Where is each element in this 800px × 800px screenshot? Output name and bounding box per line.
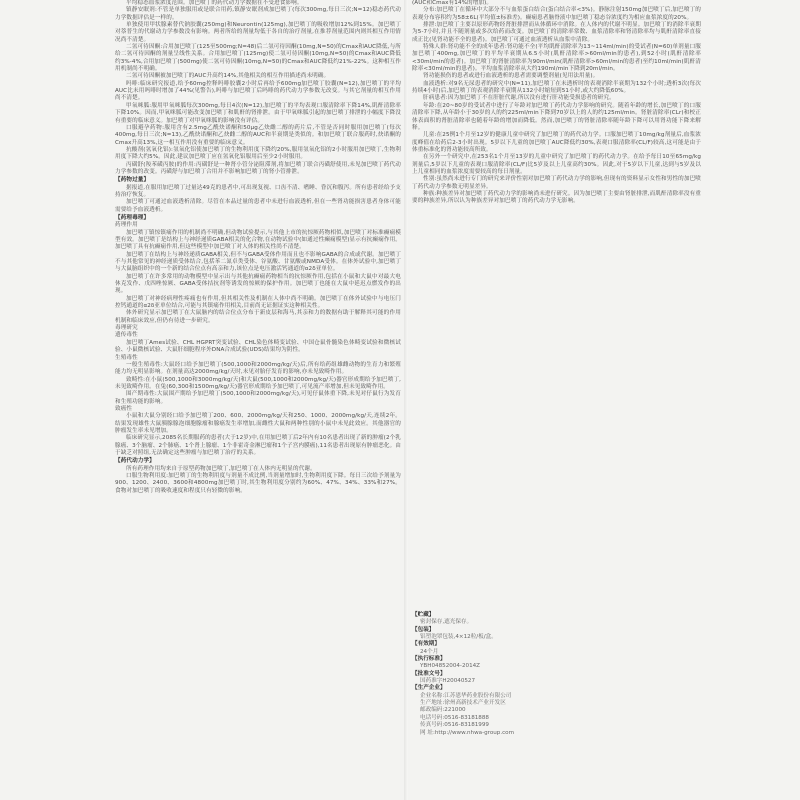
left-paragraph: 毒理研究 [115, 325, 138, 332]
left-paragraph: 所有药理作用均来自于原型药物加巴喷丁,加巴喷丁在人体内无明显的代谢。 [126, 465, 316, 472]
info-paragraph: 铝塑泡罩包装,4×12粒/板/盒。 [420, 634, 497, 641]
right-paragraph: 特殊人群:肾功能不全的成年患者:肾功能不全(平均肌酐清除率为13~114ml/min)的受试者(N=60)单剂量口服加巴喷丁400mg,加巴喷丁的平均半衰期从6.5小时(肌酐清除率>60ml/min的患者),到52小时(肌酐清除率<30ml/min的患者)。加巴喷丁的肾脏清除率为90ml/min(肌酐清除率>60ml/min的患者)至约10ml/min(肌酐清除率<30ml/min的患者)。平均血浆清除率从大约190ml/min下降到20ml/min。 [412, 44, 701, 73]
right-paragraph: 在另外一个研究中,在253名1个月至13岁的儿童中研究了加巴喷丁的药代动力学。在给予每日10至65mg/kg剂量后,5岁以下儿童的表观口服清除率(CL/F)比5岁及以上儿童高约30%。因此,对于5岁以下儿童,达到与5岁及以上儿童相同的血浆浓度需要较高的每日剂量。 [412, 154, 701, 175]
left-text-column [115, 0, 401, 800]
right-paragraph: 种族:种族差异对加巴喷丁药代动力学的影响尚未进行研究。因为加巴喷丁主要由肾脏排泄,而肌酐清除率没有重要的种族差异,所以认为种族差异对加巴喷丁的药代动力学无影响。 [412, 190, 701, 205]
left-paragraph: 致畸性:在小鼠(500,1000和3000mg/kg/天)和大鼠(500,1000和2000mg/kg/天)器官形成期给予加巴喷丁,未见致畸作用。在兔(60,300和1500mg/kg/天)器官形成期给予加巴喷丁,可见流产率增加,但未见致畸作用。 [115, 376, 401, 390]
right-paragraph: (AUC和Cmax有14%的增加)。 [412, 0, 493, 6]
left-paragraph: 抗酸剂(氢氧化铝):氢氧化铝使加巴喷丁的生物利用度下降约20%,服用氢氧化铝的2小时服用加巴喷丁,生物利用度下降大约5%。因此,建议加巴喷丁应在氢氧化铝服用后至少2小时服用。 [115, 146, 401, 161]
info-paragraph: 企业名称:江苏恩华药业股份有限公司 [420, 692, 512, 699]
info-section-heading: 【生产企业】 [412, 685, 446, 692]
right-paragraph: 肝病患者:因为加巴喷丁不在肝脏代谢,所以没有进行肝功能受损患者的研究。 [423, 95, 615, 102]
left-paragraph: 一般生殖毒性:大鼠经口给予加巴喷丁(500,1000和2000mg/kg/天)后,所有给药组雄雌动物的生育力和繁殖能力均无明显影响。在剂量高达2000mg/kg/天时,未见对胎仔发育的影响,亦未见致畸作用。 [115, 361, 401, 376]
left-paragraph: 甲氧咪胍:服用甲氧咪胍每次300mg,每日4次(N=12),加巴喷丁的平均表观口服清除率下降14%,肌酐清除率下降10%。因而,甲氧咪胍可能改变加巴喷丁和肌酐的肾排泄。由于甲氧咪胍引起的加巴喷丁排泄的小幅度下降没有重要的临床意义。加巴喷丁对甲氧咪胍的影响没有评估。 [115, 102, 401, 124]
left-paragraph: 临床研究显示,2085名长期服药的患者(大于12岁)中,在用加巴喷丁后2年内有10名患者出现了新的肿瘤(2个乳腺癌、3个脑瘤、2个肺癌、1个肾上腺瘤、1个非霍奇金淋巴瘤和1个子宫内膜癌),11名患者出现原有肿瘤恶化。由于缺乏对照组,无法确定这些肿瘤与加巴喷丁治疗的关系。 [115, 435, 401, 456]
info-paragraph: 传真号码:0516-83181999 [420, 722, 489, 729]
left-paragraph: 加巴喷丁对神经病理性疼痛也有作用,但其相关性及机制在人体中尚不明确。加巴喷丁在体外试验中与电压门控钙通道的α2δ亚单位结合,可能与其镇痛作用相关,目前尚无证据证实这种相关性。 [115, 295, 401, 310]
info-paragraph: 24个月 [420, 648, 439, 655]
left-paragraph: 吗啡:临床研究报道,给予60mg控释吗啡胶囊2小时后再给予600mg加巴喷丁胶囊(N=12),加巴喷丁的平均AUC比未用吗啡时增加了44%(见警告),吗啡与加巴喷丁后吗啡的药代动力学参数无改变。与其它剂量的相互作用尚不清楚。 [115, 80, 401, 102]
info-paragraph: 密封保存,遮光保存。 [420, 619, 473, 626]
right-paragraph: 儿童:在25例1个月至12岁的健康儿童中研究了加巴喷丁的药代动力学。口服加巴喷丁10mg/kg剂量后,血浆浓度峰值在给药后2-3小时出现。5岁以下儿童的加巴喷丁AUC降低约30%,表观口服清除率(CL/F)较高,这可能是由于体重标准化的肾功能较高所致。 [412, 132, 701, 153]
left-paragraph: 镇静安眠剂:不管是单独服用或是联合用药,镇静安眠剂成加巴喷丁(每次300mg,每日三次;N=12)稳态药代动力学数据评估是一样的。 [115, 7, 401, 21]
left-paragraph: 围产期毒性:大鼠围产期给予加巴喷丁(500,1000和2000mg/kg/天),可见仔鼠体重下降,未见对仔鼠行为发育和生殖功能的影响。 [115, 391, 401, 405]
left-paragraph: 口服生物利用度:加巴喷丁的生物利用度与剂量不成比例,当剂量增加时,生物利用度下降。每日三次给予剂量为900、1200、2400、3600和4800mg加巴喷丁时,其生物利用度分别约为60%、47%、34%、33%和27%。食物对加巴喷丁的吸收速度和程度只有轻微的影响。 [115, 473, 401, 494]
left-section-heading: 【药物过量】 [115, 177, 150, 184]
left-section-heading: 【药代动力学】 [115, 458, 155, 465]
product-info-block [412, 612, 701, 737]
left-paragraph: 加巴喷丁可通过血液透析清除。尽管在本品过量的患者中未进行血液透析,但在一些肾功能损害患者身体可能需要给予血液透析。 [115, 199, 401, 213]
left-paragraph: 加巴喷丁镇惊镇痛作用的机制尚不明确,但动物试验提示,与其他上市的抗惊厥药物相似,加巴喷丁对标准癫痫模型有效。加巴喷丁是结构上与神经递质GABA相关的化合物,在动物试验中(如通过性癫痫模型)显示有抗癫痫作用。加巴喷丁具有抗癫痫作用,但这些模型中加巴喷丁对人体的相关性尚不清楚。 [115, 229, 401, 251]
left-paragraph: 加巴喷丁在结构上与神经递质GABA相关,但不与GABA受体作用而且也不影响GABA的合成或代谢。加巴喷丁不与其他常见的神经递质受体结合,包括苯二氮卓类受体、谷氨酸、甘氨酸或NMDA受体。在体外试验中,加巴喷丁与大鼠脑组织中的一个新的结合位点有高亲和力,该位点是电压激活钙通道的α2δ亚单位。 [115, 251, 401, 273]
right-paragraph: 性别:虽然尚未进行专门的研究来评价性别对加巴喷丁药代动力学的影响,但现有的资料显示女性和男性的加巴喷丁药代动力学参数无明显差异。 [412, 176, 701, 190]
info-paragraph: YBH04852004-2014Z [420, 663, 481, 670]
left-paragraph: 体外研究显示加巴喷丁在大鼠脑内的结合位点分布于新皮层和海马,其亲和力的数据有助于解释其可能的作用机制和临床效应,但仍有待进一步研究。 [115, 310, 401, 324]
left-paragraph: 加巴喷丁在许多常用的动物模型中显示出与其他抗癫痫药物相当的抗惊厥作用,包括在小鼠和大鼠中对最大电休克发作、戊四唑惊厥、GABA受体拮抗剂等诱发的惊厥的保护作用。加巴喷丁也能在大鼠中延迟点燃发作的出现。 [115, 273, 401, 295]
info-paragraph: 网 址:http://www.nhwa-group.com [420, 729, 515, 736]
right-paragraph: 排泄:加巴喷丁主要以原形药物经肾脏排泄而从体循环中消除。在人体内的代谢不明显。加巴喷丁的消除半衰期为5-7小时,并且不随剂量或多次给药而改变。加巴喷丁的清除率常数、血浆清除率和肾清除率均与肌酐清除率直接成正比(见肾功能不全的患者)。加巴喷丁可通过血液透析从血浆中清除。 [412, 22, 701, 43]
right-paragraph: 分布:加巴喷丁在循环中大部分不与血浆蛋白结合(蛋白结合率<3%)。静脉注射150mg加巴喷丁后,加巴喷丁的表观分布容积约为58±6L(平均值±标准差)。癫痫患者脑脊液中加巴喷丁稳态谷浓度约为相应血浆浓度的20%。 [412, 7, 701, 21]
left-section-heading: 【药理毒理】 [115, 214, 150, 221]
left-paragraph: 致癌性 [115, 405, 133, 412]
left-paragraph: 加巴喷丁Ames试验、CHL HGPRT突变试验、CHL染色体畸变试验、中国仓鼠骨髓染色体畸变试验和微核试验、小鼠微核试验、大鼠肝细胞程序外DNA合成试验(UDS)结果均为阴性。 [115, 339, 401, 354]
info-paragraph: 国药准字H20040527 [420, 678, 476, 685]
right-paragraph: 血液透析:对9名无尿患者的研究中(N=11),加巴喷丁在未透析时的表观消除半衰期为132个小时;透析3次(每次持续4小时)后,加巴喷丁的表观消除半衰期从132小时缩短到51小时,或大约降低60%。 [412, 80, 701, 95]
left-paragraph: 丙磺舒(羧苯磺丙胺)的作用:丙磺舒是一种肾小管分泌阻滞剂,将加巴喷丁联合丙磺舒使用,未见加巴喷丁药代动力学参数的改变。丙磺舒与加巴喷丁合用并不影响加巴喷丁的肾小管排泄。 [115, 161, 401, 175]
left-paragraph: 小鼠和大鼠分别经口给予加巴喷丁200、600、2000mg/kg/天和250、1000、2000mg/kg/天,连续2年。结果发现雄性大鼠胰腺腺泡细胞腺瘤和腺癌发生率增加,而雌性大鼠和两种性别的小鼠中未见此效应。其他器官的肿瘤发生率未见增加。 [115, 413, 401, 434]
left-paragraph: 二氢可待因酮被加巴喷丁的AUC升高约14%,其他相关的相互作用描述尚未明确。 [126, 73, 330, 80]
left-paragraph: 单独使用甲状腺素替代钠胶囊(250mg)和Neurontin(125mg),加巴喷丁的吸收增加12%到15%。加巴喷丁对萘普生的代谢动力学参数没有影响。两者所给的剂量均低于各自的治疗剂量,在推荐剂量范围内则其相互作用情况尚不清楚。 [115, 22, 401, 43]
left-paragraph: 药理作用 [115, 222, 138, 229]
right-paragraph: 肾功能损伤的患者或进行血液透析的患者需要调整剂量(见用法用量)。 [423, 73, 599, 80]
info-section-heading: 【执行标准】 [412, 656, 446, 663]
info-paragraph: 生产地址:徐州高新技术产业开发区 [420, 700, 506, 707]
info-section-heading: 【贮藏】 [412, 612, 435, 618]
info-paragraph: 电话号码:0516-83181888 [420, 714, 489, 721]
info-section-heading: 【批准文号】 [412, 670, 446, 677]
left-paragraph: 生殖毒性 [115, 354, 138, 361]
left-paragraph: 平均稳态血浆浓度范围。加巴喷丁的药代动力学数据在不受进食影响。 [126, 0, 303, 6]
right-text-column [412, 0, 701, 560]
info-section-heading: 【有效期】 [412, 641, 440, 648]
page-fold-shadow [404, 0, 408, 800]
left-paragraph: 口服避孕药物:服用含有2.5mg乙酰炔诺酮和50μg乙炔雌二醇的药片后,不管是否同时服用加巴喷丁(每次400mg,每日三次;N=13),乙酰炔诺酮和乙炔雌二醇的AUC和半衰期是类似的。和加巴喷丁联合服药时,炔诺酮的Cmax升高13%,这一相互作用没有重要的临床意义。 [115, 124, 401, 146]
info-section-heading: 【包装】 [412, 626, 435, 633]
left-paragraph: 据报道,在服用加巴喷丁过量达49克的患者中,可出现复视、口齿不清、嗜睡、昏沉和腹泻。所有患者经给予支持治疗恢复。 [115, 184, 401, 198]
left-paragraph: 遗传毒性 [115, 332, 138, 339]
info-paragraph: 邮政编码:221000 [420, 707, 466, 714]
left-paragraph: 二氢可待因酮:合用加巴喷丁(125至500mg;N=48)后二氢可待因酮(10mg,N=50)的Cmax和AUC降低,与所给二氢可待因酮的剂量呈线性关系。合用加巴喷丁(125mg)使二氢可待因酮(10mg,N=50)的Cmax和AUC降低约3%-4%,合用加巴喷丁(500mg)使二氢可待因酮(10mg,N=50)的Cmax和AUC降低约21%-22%。这种相互作用机制尚不明确。 [115, 44, 401, 73]
right-paragraph: 年龄:在20~80岁的受试者中进行了年龄对加巴喷丁药代动力学影响的研究。随着年龄的增长,加巴喷丁的口服清除率下降,从年龄小于30岁的人的约225ml/min下降到70岁以上的人的约125ml/min。肾脏清除率(CLr)和校正体表面积的肾脏清除率也随着年龄的增加而降低。然而,加巴喷丁的肾脏清除率随年龄下降可以用肾功能下降来解释。 [412, 102, 701, 131]
